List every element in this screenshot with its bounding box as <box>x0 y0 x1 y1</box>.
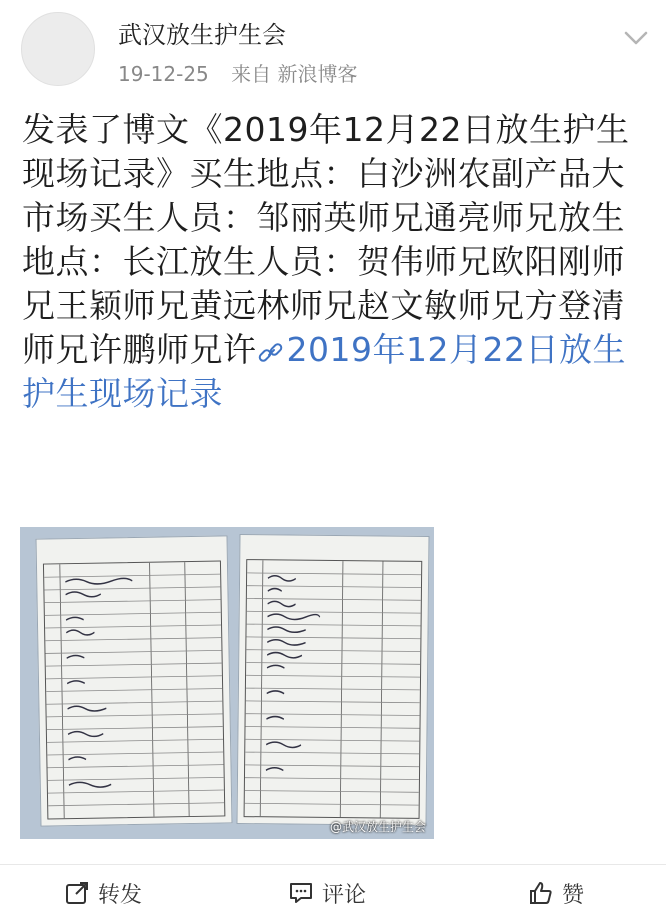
comment-button[interactable] <box>288 877 366 909</box>
post-body <box>22 108 650 416</box>
photo-watermark: @武汉放生护生会 <box>329 820 426 834</box>
comment-icon <box>288 880 314 906</box>
post-date: 19-12-25 <box>118 62 209 86</box>
record-sheet-right <box>236 534 429 826</box>
like-label: 赞 <box>562 882 585 908</box>
share-icon <box>64 880 90 906</box>
post-source: 来自 新浪博客 <box>231 62 358 86</box>
like-button[interactable] <box>528 877 584 909</box>
record-sheet-left <box>36 535 233 826</box>
sheet-grid <box>244 559 423 819</box>
more-options-button[interactable] <box>618 20 654 56</box>
repost-button[interactable] <box>64 877 142 909</box>
link-icon <box>257 342 285 364</box>
action-bar <box>0 864 666 923</box>
comment-label: 评论 <box>322 882 367 908</box>
chevron-down-icon <box>618 20 654 56</box>
author-name[interactable]: 武汉放生护生会 <box>118 21 286 49</box>
repost-label: 转发 <box>98 882 143 908</box>
blog-link-text: 2019年12月22日放生护生现场记录 <box>22 330 626 413</box>
post-photo[interactable] <box>20 527 434 839</box>
post-meta <box>118 62 374 86</box>
sheet-grid <box>43 560 225 819</box>
avatar[interactable] <box>21 12 95 86</box>
thumbs-up-icon <box>528 880 554 906</box>
post-text: 发表了博文《2019年12月22日放生护生现场记录》买生地点：白沙洲农副产品大市场买生人员：邹丽英师兄通亮师兄放生地点：长江放生人员：贺伟师兄欧阳刚师兄王颖师兄黄远林师兄赵文敏师兄方登清师兄许鹏师兄许 <box>22 110 630 369</box>
